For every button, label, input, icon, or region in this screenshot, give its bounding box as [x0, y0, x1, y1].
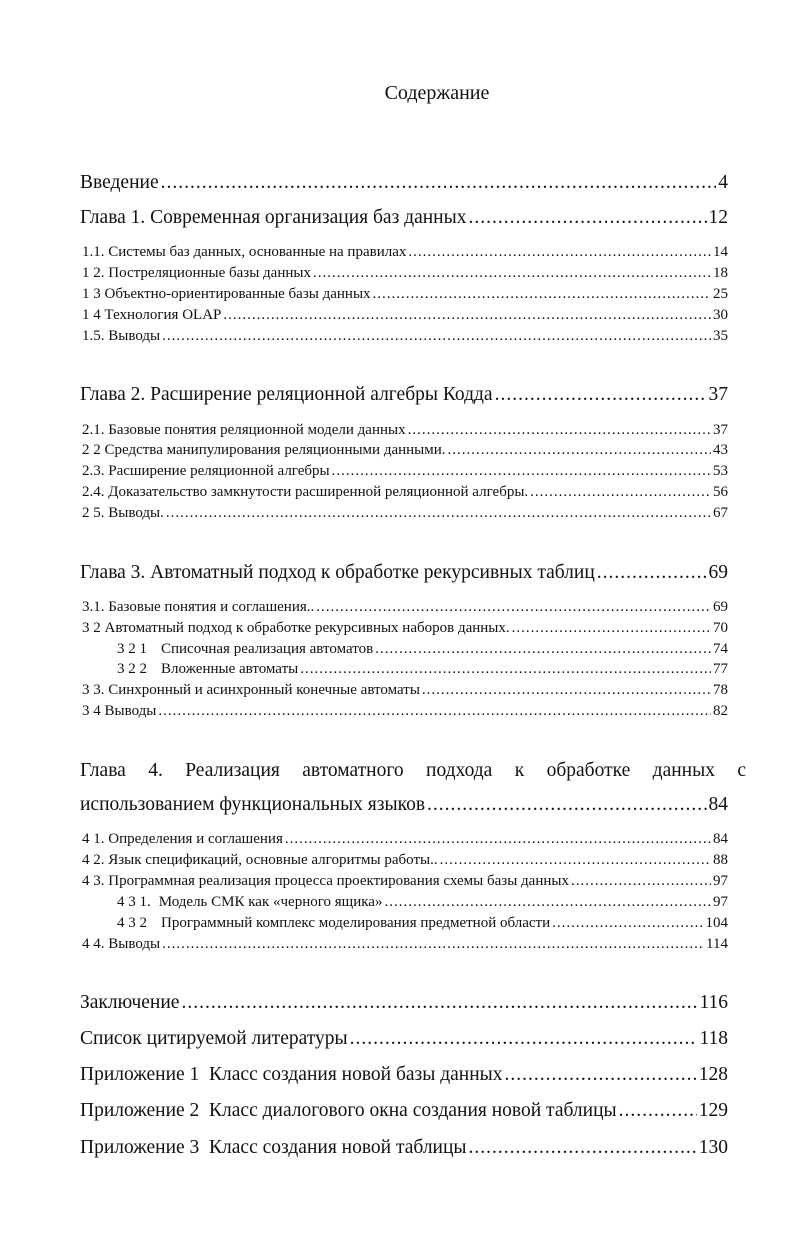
entry-page: 67: [713, 505, 728, 521]
entry-title: Выводы: [108, 328, 161, 344]
dot-leader: [552, 915, 703, 932]
dot-leader: [223, 307, 711, 324]
toc-entry-4-2[interactable]: [82, 852, 728, 871]
entry-page: 97: [713, 873, 728, 889]
entry-label: [82, 307, 221, 324]
entry-title: Базовые понятия и соглашения..: [108, 599, 315, 615]
entry-title: Модель СМК как «черного ящика»: [158, 894, 383, 910]
entry-label: [117, 641, 373, 658]
entry-label: Список цитируемой литературы: [80, 1028, 348, 1049]
entry-title: Выводы.: [108, 505, 164, 521]
entry-label: использованием функциональных языков: [80, 794, 426, 815]
entry-title: Технология OLAP: [104, 307, 222, 323]
dot-leader: [440, 852, 711, 869]
entry-page: 78: [713, 682, 728, 698]
entry-title: Синхронный и асинхронный конечные автоматы: [108, 682, 420, 698]
toc-entry-4-3-1[interactable]: [117, 894, 728, 913]
toc-entry-1-3[interactable]: [82, 286, 728, 305]
entry-title: Средства манипулирования реляционными данными.: [104, 442, 446, 458]
entry-title: Списочная реализация автоматов: [161, 641, 374, 657]
entry-label: [82, 682, 420, 699]
entry-number: 4 3 2: [117, 915, 147, 931]
toc-entry-chapter-4-line1[interactable]: Глава 4. Реализация автоматного подхода к обработке данных с: [80, 760, 746, 781]
dot-leader: [350, 1028, 698, 1050]
entry-number: 1 3: [82, 286, 101, 302]
entry-number: 2.4.: [82, 484, 105, 500]
entry-label: [82, 873, 569, 890]
toc-entry-4-3-2[interactable]: [117, 915, 728, 934]
entry-label: Приложение 2 Класс диалогового окна создания новой таблицы: [80, 1100, 617, 1121]
toc-entry-3-2-1[interactable]: [117, 641, 728, 660]
entry-page: 130: [698, 1137, 728, 1158]
toc-entry-2-2[interactable]: [82, 442, 728, 461]
entry-number: 3 2: [82, 620, 101, 636]
dot-leader: [181, 992, 697, 1014]
toc-entry-1-1[interactable]: [82, 244, 728, 263]
dot-leader: [468, 207, 706, 229]
toc-entry-3-3[interactable]: [82, 682, 728, 701]
entry-number: 4 3.: [82, 873, 105, 889]
entry-label: [117, 661, 298, 678]
entry-label: [82, 328, 160, 345]
entry-number: 4 1.: [82, 831, 105, 847]
entry-page: 70: [713, 620, 728, 636]
entry-label: [82, 442, 446, 459]
entry-page: 18: [713, 265, 728, 281]
toc-entry-3-2-2[interactable]: [117, 661, 728, 680]
dot-leader: [512, 620, 711, 637]
entry-page: 53: [713, 463, 728, 479]
entry-page: 84: [713, 831, 728, 847]
dot-leader: [530, 484, 711, 501]
dot-leader: [427, 794, 706, 816]
entry-page: 4: [718, 172, 728, 193]
entry-page: 128: [698, 1064, 728, 1085]
dot-leader: [422, 682, 711, 699]
entry-title: Определения и соглашения: [108, 831, 283, 847]
entry-page: 84: [708, 794, 728, 815]
entry-title: Автоматный подход к обработке рекурсивных наборов данных.: [104, 620, 510, 636]
entry-label: [82, 265, 311, 282]
dot-leader: [158, 703, 711, 720]
entry-title: Выводы: [108, 936, 161, 952]
entry-title: Доказательство замкнутости расширенной реляционной алгебры.: [108, 484, 529, 500]
entry-page: 82: [713, 703, 728, 719]
toc-entry-appendix-1[interactable]: [80, 1064, 728, 1090]
entry-label: [82, 422, 406, 439]
entry-title: Базовые понятия реляционной модели данных: [108, 422, 406, 438]
entry-title: Объектно-ориентированные базы данных: [104, 286, 371, 302]
entry-label: [82, 703, 156, 720]
dot-leader: [597, 562, 707, 584]
toc-entry-1-2[interactable]: [82, 265, 728, 284]
entry-number: 2.3.: [82, 463, 105, 479]
dot-leader: [316, 599, 711, 616]
toc-entry-4-4[interactable]: [82, 936, 728, 955]
entry-page: 116: [699, 992, 728, 1013]
entry-title: Программная реализация процесса проектирования схемы базы данных: [108, 873, 569, 889]
dot-leader: [300, 661, 711, 678]
toc-entry-3-2[interactable]: [82, 620, 728, 639]
entry-title: Системы баз данных, основанные на правилах: [108, 244, 407, 260]
toc-entry-2-4[interactable]: [82, 484, 728, 503]
entry-label: Глава 3. Автоматный подход к обработке рекурсивных таблиц: [80, 562, 595, 583]
toc-entry-1-5[interactable]: [82, 328, 728, 347]
entry-page: 56: [713, 484, 728, 500]
entry-page: 12: [708, 207, 728, 228]
toc-entry-2-5[interactable]: [82, 505, 728, 524]
toc-entry-chapter-4[interactable]: [80, 794, 728, 820]
entry-page: 37: [708, 384, 728, 405]
entry-number: 3 4: [82, 703, 101, 719]
entry-page: 69: [713, 599, 728, 615]
entry-label: Заключение: [80, 992, 180, 1013]
toc-entry-3-1[interactable]: [82, 599, 728, 618]
entry-page: 74: [713, 641, 728, 657]
dot-leader: [408, 422, 711, 439]
toc-title: Содержание: [384, 82, 490, 104]
toc-entry-2-3[interactable]: [82, 463, 728, 482]
dot-leader: [408, 244, 711, 261]
toc-entry-1-4[interactable]: [82, 307, 728, 326]
dot-leader: [469, 1137, 697, 1159]
entry-page: 37: [713, 422, 728, 438]
dot-leader: [375, 641, 711, 658]
dot-leader: [332, 463, 711, 480]
dot-leader: [162, 936, 704, 953]
entry-title: Язык спецификаций, основные алгоритмы работы..: [108, 852, 438, 868]
toc-entry-chapter-1[interactable]: [80, 207, 728, 233]
entry-page: 35: [713, 328, 728, 344]
entry-title: Постреляционные базы данных: [108, 265, 311, 281]
entry-number: 2.1.: [82, 422, 105, 438]
entry-page: 69: [708, 562, 728, 583]
entry-number: 3 2 1: [117, 641, 147, 657]
entry-number: 1 4: [82, 307, 101, 323]
toc-entry-chapter-3[interactable]: [80, 562, 728, 588]
entry-page: 30: [713, 307, 728, 323]
dot-leader: [162, 328, 711, 345]
entry-title: Программный комплекс моделирования предметной области: [161, 915, 551, 931]
entry-label: [82, 505, 164, 522]
entry-label: [82, 484, 528, 501]
entry-label: [82, 599, 314, 616]
toc-entry-4-1[interactable]: [82, 831, 728, 850]
toc-entry-3-4[interactable]: [82, 703, 728, 722]
entry-label: Приложение 3 Класс создания новой таблицы: [80, 1137, 467, 1158]
dot-leader: [161, 172, 717, 194]
entry-label: [82, 936, 160, 953]
entry-number: 4 4.: [82, 936, 105, 952]
entry-title: Расширение реляционной алгебры: [108, 463, 330, 479]
entry-number: 2 5.: [82, 505, 105, 521]
entry-label: Приложение 1 Класс создания новой базы данных: [80, 1064, 503, 1085]
toc-entry-4-3[interactable]: [82, 873, 728, 892]
entry-number: 3 2 2: [117, 661, 147, 677]
entry-label: [117, 894, 382, 911]
dot-leader: [313, 265, 711, 282]
entry-page: 25: [713, 286, 728, 302]
dot-leader: [619, 1100, 697, 1122]
entry-number: 3 3.: [82, 682, 105, 698]
toc-entry-conclusion[interactable]: [80, 992, 728, 1018]
entry-label: [82, 286, 371, 303]
entry-number: 1 2.: [82, 265, 105, 281]
dot-leader: [448, 442, 711, 459]
entry-label: [117, 915, 550, 932]
dot-leader: [285, 831, 711, 848]
entry-page: 118: [699, 1028, 728, 1049]
dot-leader: [373, 286, 711, 303]
entry-number: 1.1.: [82, 244, 105, 260]
dot-leader: [505, 1064, 697, 1086]
toc-entry-chapter-2[interactable]: [80, 384, 728, 410]
entry-label: [82, 852, 438, 869]
entry-label: [82, 620, 510, 637]
entry-number: 4 2.: [82, 852, 105, 868]
entry-label: Глава 1. Современная организация баз данных: [80, 207, 467, 228]
toc-entry-references[interactable]: [80, 1028, 728, 1054]
toc-entry-intro[interactable]: [80, 172, 728, 198]
entry-label: Введение: [80, 172, 159, 193]
entry-page: 129: [698, 1100, 728, 1121]
toc-entry-2-1[interactable]: [82, 422, 728, 441]
toc-entry-appendix-3[interactable]: [80, 1137, 728, 1163]
dot-leader: [384, 894, 711, 911]
entry-page: 77: [713, 661, 728, 677]
entry-page: 14: [713, 244, 728, 260]
entry-label: [82, 463, 330, 480]
entry-title: Выводы: [104, 703, 157, 719]
entry-title: Вложенные автоматы: [161, 661, 299, 677]
dot-leader: [571, 873, 711, 890]
entry-number: 1.5.: [82, 328, 105, 344]
entry-page: 43: [713, 442, 728, 458]
entry-number: 2 2: [82, 442, 101, 458]
dot-leader: [495, 384, 707, 406]
entry-page: 104: [705, 915, 728, 931]
dot-leader: [166, 505, 711, 522]
toc-entry-appendix-2[interactable]: [80, 1100, 728, 1126]
entry-label: [82, 244, 406, 261]
entry-label: [82, 831, 283, 848]
entry-label: Глава 2. Расширение реляционной алгебры Кодда: [80, 384, 493, 405]
entry-page: 97: [713, 894, 728, 910]
entry-number: 4 3 1.: [117, 894, 151, 910]
entry-number: 3.1.: [82, 599, 105, 615]
entry-page: 88: [713, 852, 728, 868]
entry-page: 114: [706, 936, 728, 952]
